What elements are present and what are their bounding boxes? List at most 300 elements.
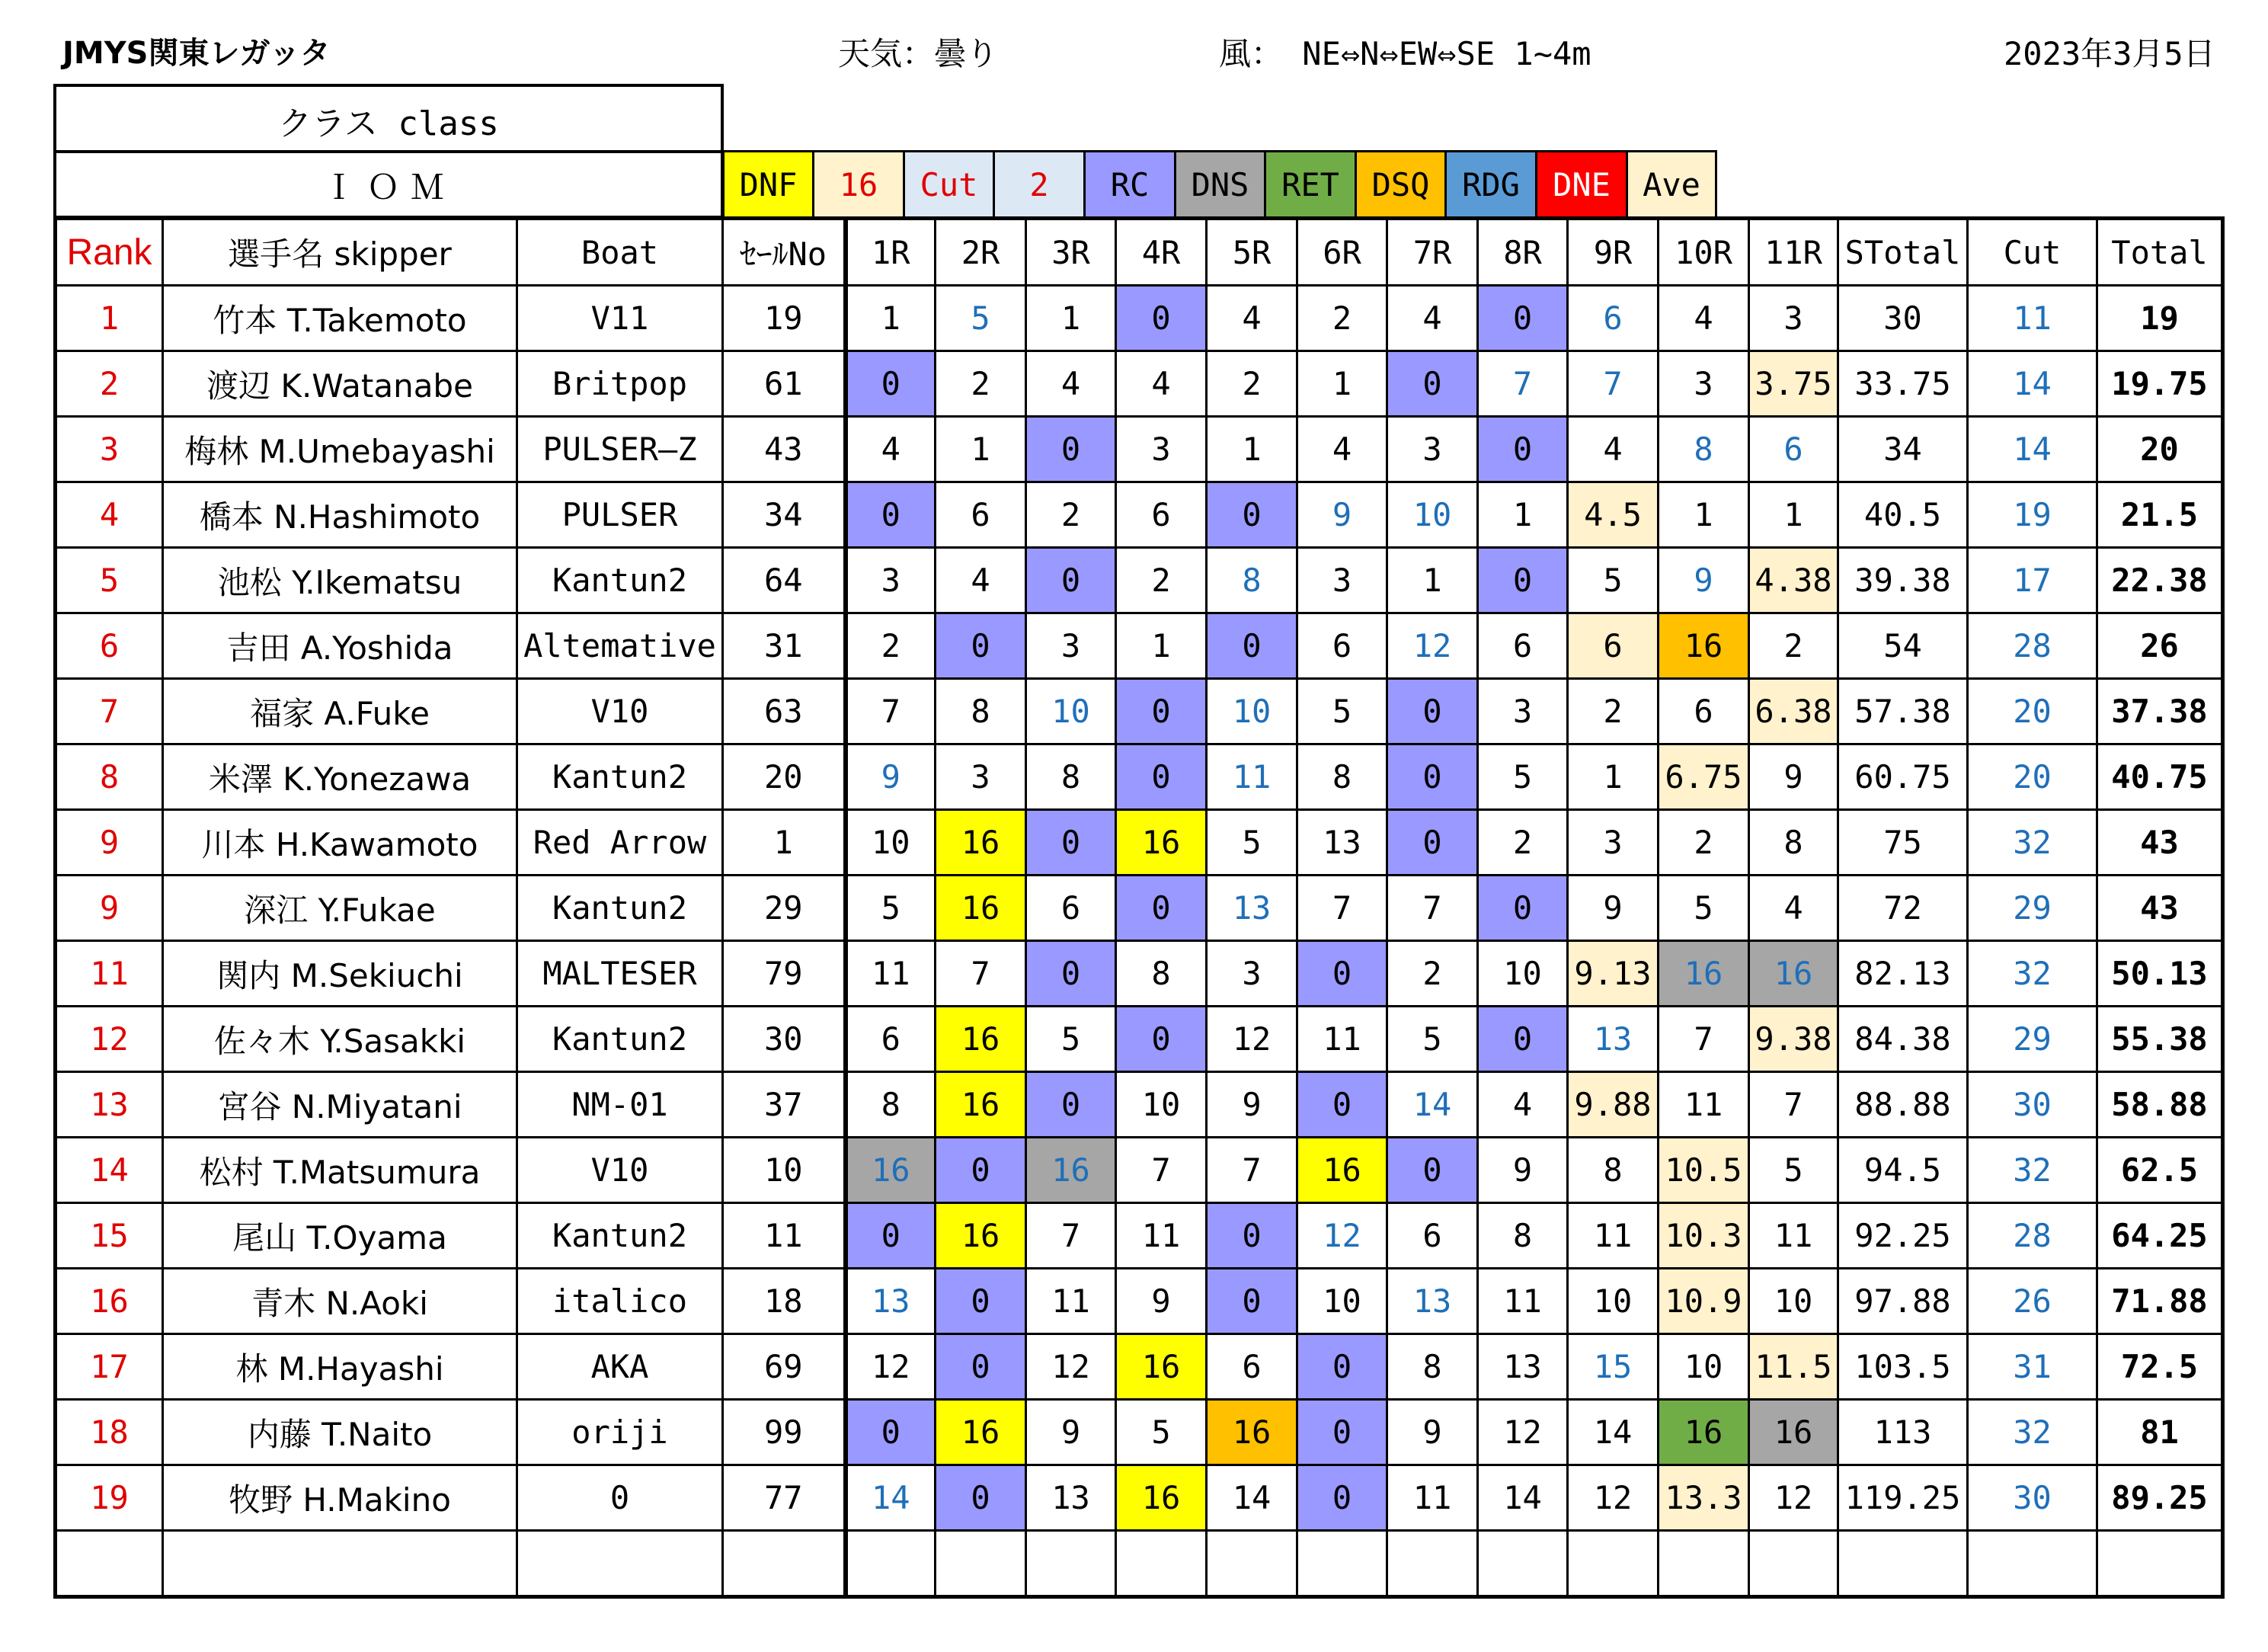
- table-row: [56, 679, 2223, 744]
- race-7r-cell: 0: [1387, 744, 1478, 810]
- race-9r-cell: 5: [1568, 548, 1659, 613]
- column-header-9r: 9R: [1568, 219, 1659, 286]
- stotal-cell: 33.75: [1838, 351, 1968, 417]
- race-1r-cell: 0: [846, 351, 936, 417]
- rank-cell: 7: [56, 679, 163, 744]
- race-8r-cell: 9: [1478, 1138, 1568, 1203]
- table-row: [56, 941, 2223, 1007]
- race-5r-cell: 14: [1207, 1465, 1297, 1531]
- race-6r-cell: 0: [1297, 1400, 1387, 1465]
- boat-cell: Kantun2: [517, 744, 723, 810]
- race-3r-cell: 12: [1026, 1334, 1116, 1400]
- sail-no-cell: 63: [723, 679, 846, 744]
- legend-2: 2: [993, 152, 1083, 216]
- empty-cell: [1568, 1531, 1659, 1597]
- race-7r-cell: 0: [1387, 810, 1478, 876]
- race-7r-cell: 3: [1387, 417, 1478, 482]
- race-3r-cell: 0: [1026, 1072, 1116, 1138]
- sail-no-cell: 11: [723, 1203, 846, 1269]
- boat-cell: Red Arrow: [517, 810, 723, 876]
- race-8r-cell: 3: [1478, 679, 1568, 744]
- cut-cell: 30: [1968, 1072, 2097, 1138]
- table-row: [56, 1072, 2223, 1138]
- race-4r-cell: 0: [1116, 679, 1207, 744]
- cut-cell: 11: [1968, 286, 2097, 351]
- table-row: [56, 1007, 2223, 1072]
- race-4r-cell: 3: [1116, 417, 1207, 482]
- race-9r-cell: 4.5: [1568, 482, 1659, 548]
- boat-cell: Kantun2: [517, 876, 723, 941]
- race-6r-cell: 13: [1297, 810, 1387, 876]
- race-2r-cell: 5: [936, 286, 1026, 351]
- race-9r-cell: 2: [1568, 679, 1659, 744]
- race-8r-cell: 0: [1478, 876, 1568, 941]
- race-8r-cell: 14: [1478, 1465, 1568, 1531]
- legend-dnf: DNF: [722, 152, 812, 216]
- race-8r-cell: 0: [1478, 417, 1568, 482]
- race-5r-cell: 10: [1207, 679, 1297, 744]
- wind-label: 風： NE⇔N⇔EW⇔SE 1~4m: [1219, 35, 1591, 72]
- race-1r-cell: 7: [846, 679, 936, 744]
- race-10r-cell: 4: [1659, 286, 1749, 351]
- race-11r-cell: 1: [1749, 482, 1838, 548]
- stotal-cell: 113: [1838, 1400, 1968, 1465]
- race-8r-cell: 13: [1478, 1334, 1568, 1400]
- race-9r-cell: 4: [1568, 417, 1659, 482]
- race-3r-cell: 0: [1026, 417, 1116, 482]
- race-3r-cell: 3: [1026, 613, 1116, 679]
- column-header-7r: 7R: [1387, 219, 1478, 286]
- legend-ret: RET: [1264, 152, 1355, 216]
- race-7r-cell: 5: [1387, 1007, 1478, 1072]
- race-9r-cell: 7: [1568, 351, 1659, 417]
- race-9r-cell: 9.13: [1568, 941, 1659, 1007]
- race-11r-cell: 11: [1749, 1203, 1838, 1269]
- cut-cell: 20: [1968, 679, 2097, 744]
- race-6r-cell: 11: [1297, 1007, 1387, 1072]
- race-9r-cell: 10: [1568, 1269, 1659, 1334]
- race-3r-cell: 9: [1026, 1400, 1116, 1465]
- results-table: [53, 216, 2225, 1599]
- race-7r-cell: 12: [1387, 613, 1478, 679]
- boat-cell: AKA: [517, 1334, 723, 1400]
- table-row: [56, 810, 2223, 876]
- total-cell: 58.88: [2097, 1072, 2223, 1138]
- regatta-title: JMYS関東レガッタ: [62, 36, 331, 71]
- race-9r-cell: 6: [1568, 613, 1659, 679]
- race-10r-cell: 16: [1659, 941, 1749, 1007]
- race-9r-cell: 9.88: [1568, 1072, 1659, 1138]
- total-cell: 20: [2097, 417, 2223, 482]
- race-1r-cell: 8: [846, 1072, 936, 1138]
- race-2r-cell: 1: [936, 417, 1026, 482]
- race-7r-cell: 14: [1387, 1072, 1478, 1138]
- race-7r-cell: 8: [1387, 1334, 1478, 1400]
- race-7r-cell: 9: [1387, 1400, 1478, 1465]
- race-6r-cell: 0: [1297, 1465, 1387, 1531]
- race-4r-cell: 10: [1116, 1072, 1207, 1138]
- column-header-boat: Boat: [517, 219, 723, 286]
- skipper-cell: 松村 T.Matsumura: [163, 1138, 517, 1203]
- race-8r-cell: 11: [1478, 1269, 1568, 1334]
- total-cell: 89.25: [2097, 1465, 2223, 1531]
- rank-cell: 6: [56, 613, 163, 679]
- race-9r-cell: 8: [1568, 1138, 1659, 1203]
- boat-cell: Britpop: [517, 351, 723, 417]
- stotal-cell: 30: [1838, 286, 1968, 351]
- table-row: [56, 548, 2223, 613]
- race-8r-cell: 0: [1478, 1007, 1568, 1072]
- race-8r-cell: 1: [1478, 482, 1568, 548]
- sail-no-cell: 64: [723, 548, 846, 613]
- empty-cell: [723, 1531, 846, 1597]
- column-header-11r: 11R: [1749, 219, 1838, 286]
- race-5r-cell: 16: [1207, 1400, 1297, 1465]
- race-7r-cell: 10: [1387, 482, 1478, 548]
- boat-cell: Altemative: [517, 613, 723, 679]
- race-10r-cell: 5: [1659, 876, 1749, 941]
- race-4r-cell: 2: [1116, 548, 1207, 613]
- skipper-cell: 深江 Y.Fukae: [163, 876, 517, 941]
- empty-cell: [1116, 1531, 1207, 1597]
- table-row: [56, 876, 2223, 941]
- race-8r-cell: 2: [1478, 810, 1568, 876]
- stotal-cell: 39.38: [1838, 548, 1968, 613]
- sail-no-cell: 77: [723, 1465, 846, 1531]
- total-cell: 43: [2097, 810, 2223, 876]
- rank-cell: 1: [56, 286, 163, 351]
- race-4r-cell: 1: [1116, 613, 1207, 679]
- race-1r-cell: 3: [846, 548, 936, 613]
- race-11r-cell: 6: [1749, 417, 1838, 482]
- column-header-3r: 3R: [1026, 219, 1116, 286]
- race-5r-cell: 13: [1207, 876, 1297, 941]
- race-5r-cell: 8: [1207, 548, 1297, 613]
- race-6r-cell: 10: [1297, 1269, 1387, 1334]
- total-cell: 21.5: [2097, 482, 2223, 548]
- rank-cell: 2: [56, 351, 163, 417]
- total-cell: 43: [2097, 876, 2223, 941]
- race-1r-cell: 14: [846, 1465, 936, 1531]
- boat-cell: V11: [517, 286, 723, 351]
- legend-rdg: RDG: [1444, 152, 1535, 216]
- race-6r-cell: 8: [1297, 744, 1387, 810]
- race-11r-cell: 9.38: [1749, 1007, 1838, 1072]
- boat-cell: MALTESER: [517, 941, 723, 1007]
- race-2r-cell: 6: [936, 482, 1026, 548]
- boat-cell: PULSER―Z: [517, 417, 723, 482]
- race-9r-cell: 3: [1568, 810, 1659, 876]
- column-header-sail-no: ｾｰﾙNo: [723, 219, 846, 286]
- race-2r-cell: 4: [936, 548, 1026, 613]
- race-5r-cell: 7: [1207, 1138, 1297, 1203]
- skipper-cell: 川本 H.Kawamoto: [163, 810, 517, 876]
- empty-cell: [517, 1531, 723, 1597]
- race-2r-cell: 2: [936, 351, 1026, 417]
- race-3r-cell: 6: [1026, 876, 1116, 941]
- table-row: [56, 417, 2223, 482]
- sail-no-cell: 43: [723, 417, 846, 482]
- cut-cell: 26: [1968, 1269, 2097, 1334]
- race-5r-cell: 5: [1207, 810, 1297, 876]
- race-1r-cell: 12: [846, 1334, 936, 1400]
- cut-cell: 30: [1968, 1465, 2097, 1531]
- race-6r-cell: 0: [1297, 1334, 1387, 1400]
- stotal-cell: 82.13: [1838, 941, 1968, 1007]
- race-1r-cell: 11: [846, 941, 936, 1007]
- cut-cell: 28: [1968, 613, 2097, 679]
- race-10r-cell: 10.3: [1659, 1203, 1749, 1269]
- race-1r-cell: 0: [846, 1203, 936, 1269]
- empty-cell: [1838, 1531, 1968, 1597]
- rank-cell: 9: [56, 810, 163, 876]
- stotal-cell: 84.38: [1838, 1007, 1968, 1072]
- empty-cell: [56, 1531, 163, 1597]
- stotal-cell: 72: [1838, 876, 1968, 941]
- column-header-skipper: 選手名 skipper: [163, 219, 517, 286]
- table-row: [56, 286, 2223, 351]
- race-11r-cell: 4.38: [1749, 548, 1838, 613]
- stotal-cell: 57.38: [1838, 679, 1968, 744]
- race-5r-cell: 0: [1207, 482, 1297, 548]
- race-1r-cell: 4: [846, 417, 936, 482]
- empty-cell: [1749, 1531, 1838, 1597]
- total-cell: 55.38: [2097, 1007, 2223, 1072]
- race-9r-cell: 14: [1568, 1400, 1659, 1465]
- class-name: ＩＯＭ: [53, 150, 724, 219]
- sail-no-cell: 20: [723, 744, 846, 810]
- empty-cell: [1207, 1531, 1297, 1597]
- race-10r-cell: 8: [1659, 417, 1749, 482]
- cut-cell: 29: [1968, 876, 2097, 941]
- race-2r-cell: 16: [936, 1007, 1026, 1072]
- total-cell: 64.25: [2097, 1203, 2223, 1269]
- race-3r-cell: 4: [1026, 351, 1116, 417]
- race-6r-cell: 3: [1297, 548, 1387, 613]
- race-10r-cell: 2: [1659, 810, 1749, 876]
- skipper-cell: 竹本 T.Takemoto: [163, 286, 517, 351]
- empty-cell: [2097, 1531, 2223, 1597]
- race-4r-cell: 9: [1116, 1269, 1207, 1334]
- boat-cell: Kantun2: [517, 548, 723, 613]
- skipper-cell: 牧野 H.Makino: [163, 1465, 517, 1531]
- race-2r-cell: 0: [936, 1465, 1026, 1531]
- race-2r-cell: 0: [936, 1138, 1026, 1203]
- stotal-cell: 34: [1838, 417, 1968, 482]
- race-3r-cell: 8: [1026, 744, 1116, 810]
- skipper-cell: 池松 Y.Ikematsu: [163, 548, 517, 613]
- race-8r-cell: 8: [1478, 1203, 1568, 1269]
- table-row: [56, 351, 2223, 417]
- empty-cell: [163, 1531, 517, 1597]
- race-10r-cell: 11: [1659, 1072, 1749, 1138]
- race-3r-cell: 5: [1026, 1007, 1116, 1072]
- race-7r-cell: 2: [1387, 941, 1478, 1007]
- race-4r-cell: 0: [1116, 286, 1207, 351]
- race-4r-cell: 16: [1116, 810, 1207, 876]
- race-1r-cell: 5: [846, 876, 936, 941]
- race-10r-cell: 16: [1659, 613, 1749, 679]
- cut-cell: 31: [1968, 1334, 2097, 1400]
- race-5r-cell: 2: [1207, 351, 1297, 417]
- race-7r-cell: 0: [1387, 679, 1478, 744]
- sail-no-cell: 19: [723, 286, 846, 351]
- sail-no-cell: 37: [723, 1072, 846, 1138]
- sail-no-cell: 69: [723, 1334, 846, 1400]
- rank-cell: 16: [56, 1269, 163, 1334]
- cut-cell: 32: [1968, 941, 2097, 1007]
- table-row: [56, 1334, 2223, 1400]
- race-5r-cell: 3: [1207, 941, 1297, 1007]
- sail-no-cell: 10: [723, 1138, 846, 1203]
- race-11r-cell: 6.38: [1749, 679, 1838, 744]
- column-header-10r: 10R: [1659, 219, 1749, 286]
- date-label: 2023年3月5日: [2004, 35, 2215, 72]
- race-1r-cell: 16: [846, 1138, 936, 1203]
- cut-cell: 19: [1968, 482, 2097, 548]
- race-11r-cell: 16: [1749, 1400, 1838, 1465]
- race-6r-cell: 0: [1297, 941, 1387, 1007]
- race-8r-cell: 7: [1478, 351, 1568, 417]
- stotal-cell: 92.25: [1838, 1203, 1968, 1269]
- stotal-cell: 94.5: [1838, 1138, 1968, 1203]
- race-1r-cell: 10: [846, 810, 936, 876]
- race-6r-cell: 4: [1297, 417, 1387, 482]
- race-7r-cell: 7: [1387, 876, 1478, 941]
- race-10r-cell: 10: [1659, 1334, 1749, 1400]
- race-11r-cell: 5: [1749, 1138, 1838, 1203]
- sail-no-cell: 99: [723, 1400, 846, 1465]
- race-9r-cell: 9: [1568, 876, 1659, 941]
- race-4r-cell: 16: [1116, 1334, 1207, 1400]
- race-7r-cell: 13: [1387, 1269, 1478, 1334]
- skipper-cell: 林 M.Hayashi: [163, 1334, 517, 1400]
- race-5r-cell: 11: [1207, 744, 1297, 810]
- legend-rc: RC: [1083, 152, 1174, 216]
- column-header-5r: 5R: [1207, 219, 1297, 286]
- race-1r-cell: 1: [846, 286, 936, 351]
- column-header-8r: 8R: [1478, 219, 1568, 286]
- cut-cell: 29: [1968, 1007, 2097, 1072]
- race-9r-cell: 6: [1568, 286, 1659, 351]
- weather-label: 天気：曇り: [838, 35, 999, 72]
- legend-dsq: DSQ: [1355, 152, 1444, 216]
- race-1r-cell: 0: [846, 1400, 936, 1465]
- total-cell: 50.13: [2097, 941, 2223, 1007]
- empty-row: [56, 1531, 2223, 1597]
- cut-cell: 32: [1968, 1400, 2097, 1465]
- empty-cell: [1387, 1531, 1478, 1597]
- column-header-rank: Rank: [56, 219, 163, 286]
- race-3r-cell: 0: [1026, 548, 1116, 613]
- race-4r-cell: 11: [1116, 1203, 1207, 1269]
- race-4r-cell: 0: [1116, 876, 1207, 941]
- sail-no-cell: 1: [723, 810, 846, 876]
- cut-cell: 32: [1968, 1138, 2097, 1203]
- table-row: [56, 482, 2223, 548]
- race-9r-cell: 13: [1568, 1007, 1659, 1072]
- sail-no-cell: 30: [723, 1007, 846, 1072]
- empty-cell: [1659, 1531, 1749, 1597]
- total-cell: 81: [2097, 1400, 2223, 1465]
- legend-ave: Ave: [1626, 152, 1715, 216]
- empty-cell: [1026, 1531, 1116, 1597]
- race-2r-cell: 0: [936, 1269, 1026, 1334]
- legend-dns: DNS: [1174, 152, 1264, 216]
- skipper-cell: 梅林 M.Umebayashi: [163, 417, 517, 482]
- race-3r-cell: 7: [1026, 1203, 1116, 1269]
- race-4r-cell: 6: [1116, 482, 1207, 548]
- rank-cell: 3: [56, 417, 163, 482]
- stotal-cell: 97.88: [1838, 1269, 1968, 1334]
- race-7r-cell: 4: [1387, 286, 1478, 351]
- stotal-cell: 103.5: [1838, 1334, 1968, 1400]
- race-6r-cell: 5: [1297, 679, 1387, 744]
- sail-no-cell: 61: [723, 351, 846, 417]
- race-5r-cell: 1: [1207, 417, 1297, 482]
- skipper-cell: 関内 M.Sekiuchi: [163, 941, 517, 1007]
- sail-no-cell: 18: [723, 1269, 846, 1334]
- race-3r-cell: 0: [1026, 810, 1116, 876]
- race-5r-cell: 0: [1207, 613, 1297, 679]
- rank-cell: 12: [56, 1007, 163, 1072]
- skipper-cell: 宮谷 N.Miyatani: [163, 1072, 517, 1138]
- sail-no-cell: 29: [723, 876, 846, 941]
- total-cell: 26: [2097, 613, 2223, 679]
- race-1r-cell: 13: [846, 1269, 936, 1334]
- race-9r-cell: 15: [1568, 1334, 1659, 1400]
- race-1r-cell: 9: [846, 744, 936, 810]
- sail-no-cell: 31: [723, 613, 846, 679]
- race-11r-cell: 9: [1749, 744, 1838, 810]
- race-2r-cell: 16: [936, 1203, 1026, 1269]
- column-header-2r: 2R: [936, 219, 1026, 286]
- skipper-cell: 福家 A.Fuke: [163, 679, 517, 744]
- race-6r-cell: 9: [1297, 482, 1387, 548]
- race-8r-cell: 0: [1478, 548, 1568, 613]
- table-row: [56, 1465, 2223, 1531]
- race-6r-cell: 16: [1297, 1138, 1387, 1203]
- race-11r-cell: 11.5: [1749, 1334, 1838, 1400]
- boat-cell: Kantun2: [517, 1007, 723, 1072]
- race-3r-cell: 1: [1026, 286, 1116, 351]
- race-10r-cell: 6: [1659, 679, 1749, 744]
- stotal-cell: 54: [1838, 613, 1968, 679]
- rank-cell: 15: [56, 1203, 163, 1269]
- race-5r-cell: 6: [1207, 1334, 1297, 1400]
- rank-cell: 11: [56, 941, 163, 1007]
- skipper-cell: 青木 N.Aoki: [163, 1269, 517, 1334]
- stotal-cell: 119.25: [1838, 1465, 1968, 1531]
- total-cell: 71.88: [2097, 1269, 2223, 1334]
- race-4r-cell: 0: [1116, 744, 1207, 810]
- rank-cell: 9: [56, 876, 163, 941]
- skipper-cell: 尾山 T.Oyama: [163, 1203, 517, 1269]
- table-row: [56, 1400, 2223, 1465]
- skipper-cell: 内藤 T.Naito: [163, 1400, 517, 1465]
- race-1r-cell: 2: [846, 613, 936, 679]
- cut-cell: 28: [1968, 1203, 2097, 1269]
- race-10r-cell: 3: [1659, 351, 1749, 417]
- boat-cell: oriji: [517, 1400, 723, 1465]
- race-4r-cell: 16: [1116, 1465, 1207, 1531]
- boat-cell: Kantun2: [517, 1203, 723, 1269]
- race-6r-cell: 2: [1297, 286, 1387, 351]
- race-8r-cell: 12: [1478, 1400, 1568, 1465]
- boat-cell: PULSER: [517, 482, 723, 548]
- race-11r-cell: 4: [1749, 876, 1838, 941]
- legend-dne: DNE: [1535, 152, 1626, 216]
